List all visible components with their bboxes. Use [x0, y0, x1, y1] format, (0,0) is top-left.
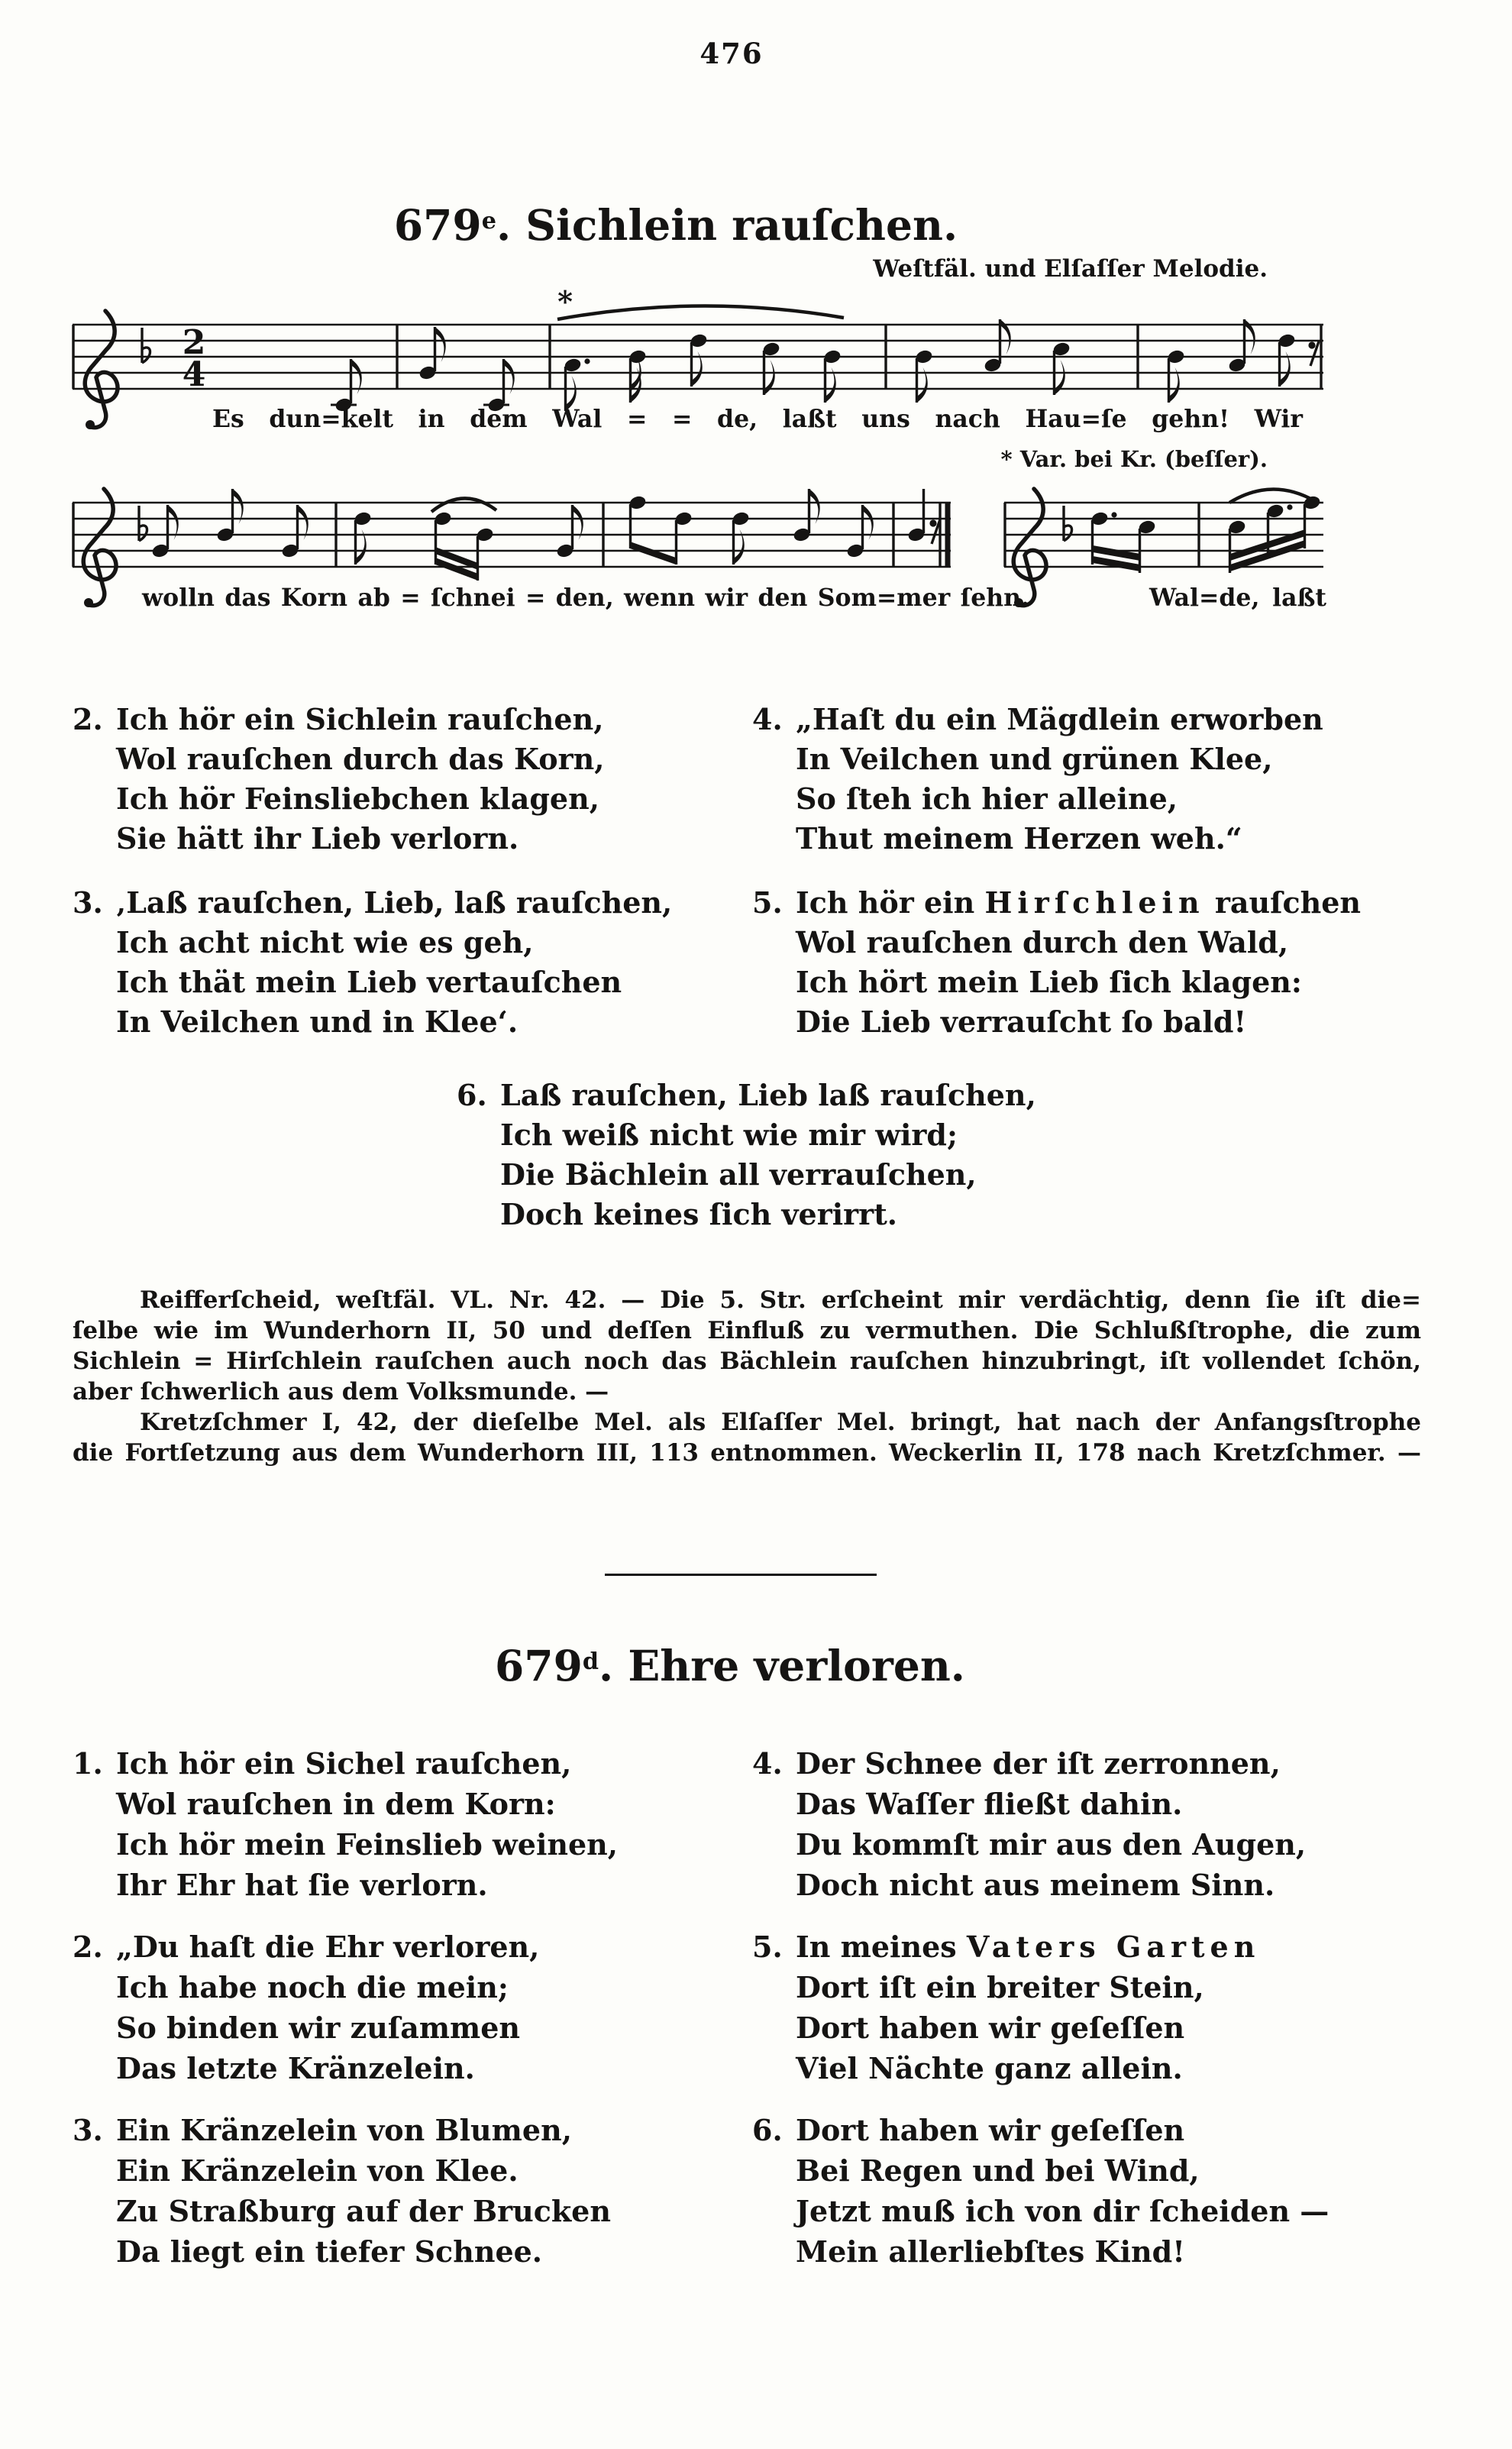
verse-line-part: In meines [796, 1930, 967, 1964]
verse-number: 2. [73, 702, 103, 736]
song2-verse-1 [73, 1743, 618, 1905]
score-lyrics-line-2: wolln das Korn ab = ſchnei = den, wenn wir den Som=mer ſehn. [142, 584, 1029, 612]
commentary-line: ſelbe wie im Wunderhorn II, 50 und deſſen Einfluß zu vermuthen. Die Schlußſtrophe, die zum [73, 1317, 1421, 1344]
verse-line: Thut meinem Herzen weh.“ [796, 821, 1242, 856]
song1-verse-2 [73, 700, 604, 859]
verse-line: Dort iſt ein breiter Stein, [796, 1970, 1204, 2004]
verse-line: Ich hört mein Lieb ſich klagen: [796, 965, 1302, 999]
song2-verse-5 [752, 1927, 1260, 2088]
song2-verse-6 [752, 2110, 1329, 2272]
verse-line: „Haſt du ein Mägdlein erworben [796, 702, 1323, 736]
verse-line-emphasis: Hirſchlein [984, 885, 1205, 920]
verse-number: 6. [457, 1078, 487, 1112]
verse-line: Doch keines ſich verirrt. [500, 1197, 897, 1231]
song1-verse-6 [457, 1076, 1036, 1234]
verse-line: Bei Regen und bei Wind, [796, 2153, 1200, 2188]
verse-line: In Veilchen und in Klee‘. [116, 1005, 519, 1039]
song1-number: 679 [393, 200, 482, 250]
song2-verse-4 [752, 1743, 1306, 1905]
svg-text:4: 4 [182, 355, 206, 394]
svg-text:2: 2 [182, 323, 206, 362]
song2-title-text: Ehre verloren. [628, 1641, 965, 1690]
song2-number-superscript: d [582, 1648, 599, 1675]
commentary-line: aber ſchwerlich aus dem Volksmunde. — [73, 1378, 609, 1406]
verse-line [796, 1927, 1260, 1967]
verse-line: Doch nicht aus meinem Sinn. [796, 1868, 1275, 1902]
verse-line: Zu Straßburg auf der Brucken [116, 2194, 611, 2228]
verse-line: Dort haben wir geſeſſen [796, 2011, 1185, 2045]
verse-line: Mein allerliebſtes Kind! [796, 2234, 1185, 2269]
song1-verse-3 [73, 883, 672, 1042]
verse-line: Ich weiß nicht wie mir wird; [500, 1118, 958, 1152]
svg-text:*: * [557, 284, 573, 319]
verse-line: So binden wir zuſammen [116, 2011, 521, 2045]
song1-title-separator: . [496, 200, 526, 250]
song1-title [0, 200, 1352, 250]
verse-line: „Du haſt die Ehr verloren, [116, 1930, 540, 1964]
verse-number: 4. [752, 702, 783, 736]
commentary-line: Reifferſcheid, weſtfäl. VL. Nr. 42. — Die 5. Str. erſcheint mir verdächtig, denn ſie iſt die= [140, 1286, 1421, 1314]
song2-verse-2 [73, 1927, 539, 2088]
verse-number: 1. [73, 1746, 103, 1781]
verse-line: Das Waſſer fließt dahin. [796, 1787, 1183, 1821]
verse-line: Viel Nächte ganz allein. [796, 2051, 1183, 2085]
song1-number-superscript: e [481, 207, 496, 235]
verse-number: 5. [752, 1930, 783, 1964]
verse-line: So ſteh ich hier alleine, [796, 781, 1178, 816]
commentary-line: die Fortſetzung aus dem Wunderhorn III, 113 entnommen. Weckerlin II, 178 nach Kretzſchmer. — [73, 1439, 1421, 1467]
score-lyrics-line-1: Es dun=kelt in dem Wal = = de, laßt uns nach Hau=ſe gehn! Wir [212, 405, 1303, 433]
variant-annotation: * Var. bei Kr. (beſſer). [1000, 446, 1268, 472]
verse-line: In Veilchen und grünen Klee, [796, 742, 1273, 776]
song2-number: 679 [495, 1641, 583, 1690]
verse-line: Ich habe noch die mein; [116, 1970, 509, 2004]
verse-line: Ich acht nicht wie es geh, [116, 925, 534, 959]
verse-line: Ich hör Feinsliebchen klagen, [116, 781, 599, 816]
verse-line: Jetzt muß ich von dir ſcheiden — [796, 2194, 1329, 2228]
verse-line: Da liegt ein tiefer Schnee. [116, 2234, 543, 2269]
verse-line-part: Ich hör ein [796, 885, 985, 920]
song1-melody-attribution: Weſtfäl. und Elſaſſer Melodie. [873, 255, 1268, 283]
verse-line: Wol rauſchen durch den Wald, [796, 925, 1289, 959]
verse-line: Laß rauſchen, Lieb laß rauſchen, [500, 1078, 1036, 1112]
song2-title [0, 1641, 1460, 1690]
verse-line-part: rauſchen [1204, 885, 1362, 920]
verse-number: 2. [73, 1930, 103, 1964]
verse-line: Wol rauſchen durch das Korn, [116, 742, 605, 776]
verse-line: Die Lieb verrauſcht ſo bald! [796, 1005, 1247, 1039]
verse-line: ‚Laß rauſchen, Lieb, laß rauſchen, [116, 885, 673, 920]
score-lyrics-line-2-variant: Wal=de, laßt [1149, 584, 1326, 612]
commentary-line: Sichlein = Hirſchlein rauſchen auch noch das Bächlein rauſchen hinzubringt, iſt vollendet ſchön, [73, 1347, 1421, 1375]
commentary-line: Kretzſchmer I, 42, der dieſelbe Mel. als Elſaſſer Mel. bringt, hat nach der Anfangsſtrophe [140, 1409, 1421, 1436]
verse-line: Ein Kränzelein von Klee. [116, 2153, 519, 2188]
verse-line: Das letzte Kränzelein. [116, 2051, 475, 2085]
verse-number: 3. [73, 2113, 103, 2147]
verse-line: Ich hör ein Sichlein rauſchen, [116, 702, 604, 736]
verse-line: Ich hör ein Sichel rauſchen, [116, 1746, 572, 1781]
verse-number: 5. [752, 885, 783, 920]
page-number: 476 [699, 37, 764, 70]
verse-line: Der Schnee der iſt zerronnen, [796, 1746, 1281, 1781]
verse-line: Ich hör mein Feinslieb weinen, [116, 1827, 619, 1862]
song2-verse-3 [73, 2110, 611, 2272]
section-divider [605, 1574, 877, 1576]
verse-line: Dort haben wir geſeſſen [796, 2113, 1185, 2147]
song1-verse-5 [752, 883, 1361, 1042]
verse-line-emphasis: Vaters Garten [966, 1930, 1261, 1964]
verse-line: Die Bächlein all verrauſchen, [500, 1157, 977, 1192]
verse-line [796, 883, 1361, 923]
verse-line: Ein Kränzelein von Blumen, [116, 2113, 572, 2147]
commentary [73, 1285, 1421, 1468]
verse-line: Wol rauſchen in dem Korn: [116, 1787, 556, 1821]
verse-line: Sie hätt ihr Lieb verlorn. [116, 821, 519, 856]
verse-number: 3. [73, 885, 103, 920]
song1-title-text: Sichlein rauſchen. [525, 200, 958, 250]
verse-line: Ihr Ehr hat ſie verlorn. [116, 1868, 488, 1902]
song2-title-separator: . [599, 1641, 628, 1690]
verse-number: 4. [752, 1746, 783, 1781]
verse-line: Ich thät mein Lieb vertauſchen [116, 965, 622, 999]
verse-line: Du kommſt mir aus den Augen, [796, 1827, 1307, 1862]
verse-number: 6. [752, 2113, 783, 2147]
song1-verse-4 [752, 700, 1323, 859]
